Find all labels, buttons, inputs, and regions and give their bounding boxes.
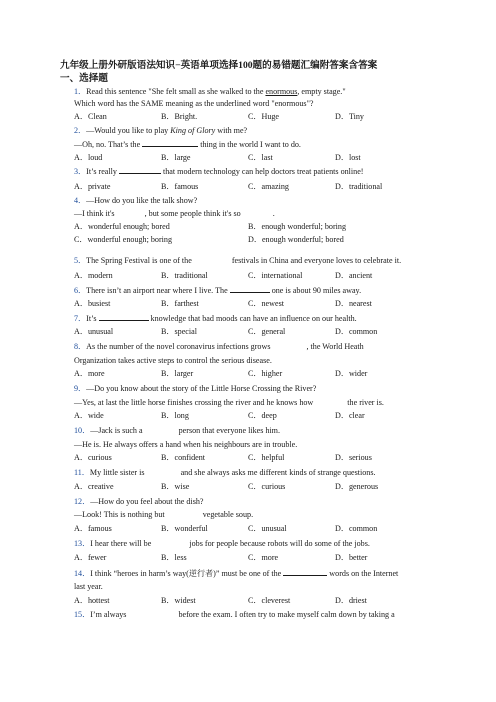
option-d[interactable]: D．ancient (335, 271, 373, 280)
option-a[interactable]: A．modern (74, 271, 113, 280)
option-c[interactable]: C．last (248, 153, 273, 162)
question-1-line2: Which word has the SAME meaning as the underlined word "enormous"? (74, 99, 314, 108)
question-9-line2: —Yes, at last the little horse finishes crossing the river and he knows how the river is. (74, 398, 384, 407)
question-2: 2．—Would you like to play King of Glory with me? (74, 126, 248, 135)
option-a[interactable]: A．unusual (74, 327, 114, 336)
option-b[interactable]: B．traditional (161, 271, 208, 280)
option-c[interactable]: C．deep (248, 411, 277, 420)
question-8-line2: Organization takes active steps to control the serious disease. (74, 356, 272, 365)
option-a[interactable]: A．Clean (74, 112, 107, 121)
option-c[interactable]: C．unusual (248, 524, 287, 533)
option-d[interactable]: D．better (335, 553, 368, 562)
option-a[interactable]: A．private (74, 182, 111, 191)
question-2-line2: —Oh, no. That’s the thing in the world I want to do. (74, 140, 301, 149)
question-4-line2: —I think it's , but some people think it's so . (74, 209, 275, 218)
question-13: 13．I hear there will be jobs for people because robots will do some of the jobs. (74, 539, 370, 548)
question-1: 1．Read this sentence "She felt small as she walked to the enormous, empty stage." (74, 87, 346, 96)
question-4-options-row2 (74, 234, 454, 245)
option-d[interactable]: D．Tiny (335, 112, 364, 121)
answer-blank (283, 567, 327, 576)
option-d[interactable]: D．serious (335, 453, 372, 462)
option-a[interactable]: A．loud (74, 153, 103, 162)
option-d[interactable]: D．traditional (335, 182, 383, 191)
option-d[interactable]: D．common (335, 327, 378, 336)
option-b[interactable]: B．Bright. (161, 112, 198, 121)
question-9: 9．—Do you know about the story of the Little Horse Crossing the River? (74, 384, 317, 393)
question-3: 3．It’s really that modern technology can help doctors treat patients online! (74, 167, 364, 176)
option-c[interactable]: C．curious (248, 482, 286, 491)
option-c[interactable]: C．helpful (248, 453, 285, 462)
question-1-options (74, 111, 454, 122)
option-a[interactable]: A．fewer (74, 553, 107, 562)
option-b[interactable]: B．enough wonderful; boring (248, 222, 347, 231)
option-d[interactable]: D．generous (335, 482, 379, 491)
option-b[interactable]: B．wonderful (161, 524, 208, 533)
option-c[interactable]: C．more (248, 553, 279, 562)
option-b[interactable]: B．farthest (161, 299, 199, 308)
question-12: 12．—How do you feel about the dish? (74, 497, 204, 506)
question-14: 14．I think “heroes in harm’s way(逆行者)” must be one of the words on the Internet (74, 569, 399, 578)
question-8-options (74, 368, 454, 379)
question-7-options (74, 326, 454, 337)
question-11: 11．My little sister is and she always asks me different kinds of strange questions. (74, 468, 376, 477)
option-b[interactable]: B．long (161, 411, 189, 420)
option-d[interactable]: D．wider (335, 369, 368, 378)
question-8: 8．As the number of the novel coronavirus infections grows , the World Heath (74, 342, 364, 351)
question-5-options (74, 270, 454, 281)
question-5: 5．The Spring Festival is one of the festivals in China and everyone loves to celebrate it. (74, 256, 402, 265)
question-12-options (74, 523, 454, 534)
question-11-options (74, 481, 454, 492)
option-a[interactable]: A．creative (74, 482, 114, 491)
option-a[interactable]: A．famous (74, 524, 112, 533)
option-b[interactable]: B．large (161, 153, 191, 162)
option-b[interactable]: B．wise (161, 482, 190, 491)
option-b[interactable]: B．less (161, 553, 187, 562)
option-c[interactable]: C．wonderful enough; boring (74, 235, 173, 244)
question-15: 15．I’m always before the exam. I often try to make myself calm down by taking a (74, 610, 395, 619)
option-a[interactable]: A．curious (74, 453, 112, 462)
option-d[interactable]: D．clear (335, 411, 365, 420)
option-b[interactable]: B．confident (161, 453, 206, 462)
option-d[interactable]: D．common (335, 524, 378, 533)
answer-blank (99, 312, 149, 321)
option-a[interactable]: A．more (74, 369, 105, 378)
option-c[interactable]: C．Huge (248, 112, 280, 121)
question-9-options (74, 410, 454, 421)
option-c[interactable]: C．higher (248, 369, 283, 378)
question-10: 10．—Jack is such a person that everyone likes him. (74, 426, 281, 435)
option-b[interactable]: B．famous (161, 182, 199, 191)
question-4-options-row1 (74, 221, 454, 232)
question-2-options (74, 152, 454, 163)
question-13-options (74, 552, 454, 563)
option-d[interactable]: D．nearest (335, 299, 372, 308)
question-7: 7．It’s knowledge that bad moods can have an influence on our health. (74, 314, 357, 323)
question-6: 6．There isn’t an airport near where I live. The one is about 90 miles away. (74, 286, 362, 295)
option-a[interactable]: A．wonderful enough; bored (74, 222, 170, 231)
question-6-options (74, 298, 454, 309)
option-b[interactable]: B．widest (161, 596, 196, 605)
question-3-options (74, 181, 454, 192)
answer-blank (119, 165, 161, 174)
option-b[interactable]: B．special (161, 327, 197, 336)
option-c[interactable]: C．amazing (248, 182, 289, 191)
option-c[interactable]: C．newest (248, 299, 284, 308)
option-d[interactable]: D．enough wonderful; bored (248, 235, 344, 244)
option-a[interactable]: A．busiest (74, 299, 111, 308)
question-4: 4．—How do you like the talk show? (74, 196, 198, 205)
question-14-options (74, 595, 454, 606)
option-a[interactable]: A．wide (74, 411, 104, 420)
section-heading: 一、选择题 (60, 73, 108, 84)
answer-blank (230, 284, 270, 293)
question-10-line2: —He is. He always offers a hand when his neighbours are in trouble. (74, 440, 298, 449)
option-c[interactable]: C．international (248, 271, 303, 280)
option-d[interactable]: D．lost (335, 153, 361, 162)
question-14-line2: last year. (74, 582, 103, 591)
document-title: 九年级上册外研版语法知识−英语单项选择100题的易错题汇编附答案含答案 (60, 60, 378, 71)
question-12-line2: —Look! This is nothing but vegetable soup. (74, 510, 254, 519)
option-d[interactable]: D．driest (335, 596, 367, 605)
option-b[interactable]: B．larger (161, 369, 194, 378)
option-c[interactable]: C．cleverest (248, 596, 291, 605)
answer-blank (142, 138, 198, 147)
option-a[interactable]: A．hottest (74, 596, 110, 605)
underlined-word: enormous (265, 87, 298, 96)
question-10-options (74, 452, 454, 463)
option-c[interactable]: C．general (248, 327, 286, 336)
